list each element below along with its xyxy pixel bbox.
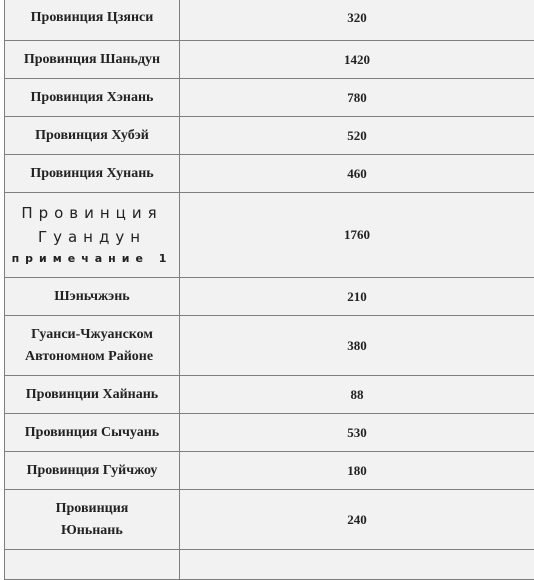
province-value: 1760 xyxy=(180,193,534,278)
province-name: Провинция Хунань xyxy=(5,155,180,193)
province-value: 530 xyxy=(180,414,534,452)
table-row xyxy=(5,0,534,41)
province-name-cell xyxy=(5,316,180,376)
table-row xyxy=(5,550,534,580)
table-row xyxy=(5,193,534,278)
province-value: 520 xyxy=(180,117,534,155)
province-name: Провинция Хэнань xyxy=(5,79,180,117)
province-value: 240 xyxy=(180,490,534,550)
province-name-line1: Провинция xyxy=(9,201,175,225)
table-row xyxy=(5,278,534,316)
table-row xyxy=(5,155,534,193)
province-name-line1: Гуанси-Чжуанском xyxy=(9,324,175,346)
province-value: 460 xyxy=(180,155,534,193)
province-value: 380 xyxy=(180,316,534,376)
table-row xyxy=(5,490,534,550)
province-value: 320 xyxy=(180,0,534,41)
province-value: 88 xyxy=(180,376,534,414)
province-value: 780 xyxy=(180,79,534,117)
table-row xyxy=(5,376,534,414)
province-name-line2: Гуандун xyxy=(9,225,175,249)
province-name: Провинция Шаньдун xyxy=(5,41,180,79)
province-name-line1: Провинция xyxy=(9,498,175,520)
province-name: Провинция Цзянси xyxy=(5,0,180,41)
province-name-cell xyxy=(5,193,180,278)
province-value: 210 xyxy=(180,278,534,316)
table-row xyxy=(5,117,534,155)
province-name-cell xyxy=(5,490,180,550)
table-row xyxy=(5,79,534,117)
empty-cell xyxy=(180,550,534,580)
table-row xyxy=(5,414,534,452)
province-name: Провинция Гуйчжоу xyxy=(5,452,180,490)
footnote-note: примечание 1 xyxy=(9,249,175,269)
table-row xyxy=(5,41,534,79)
table-row xyxy=(5,316,534,376)
province-name: Провинции Хайнань xyxy=(5,376,180,414)
province-name: Шэньчжэнь xyxy=(5,278,180,316)
province-name: Провинция Сычуань xyxy=(5,414,180,452)
province-name: Провинция Хубэй xyxy=(5,117,180,155)
table-row xyxy=(5,452,534,490)
province-value: 180 xyxy=(180,452,534,490)
province-value: 1420 xyxy=(180,41,534,79)
province-name-line2: Юньнань xyxy=(9,520,175,542)
province-name-line2: Автономном Районе xyxy=(9,346,175,368)
province-table xyxy=(4,0,534,580)
empty-cell xyxy=(5,550,180,580)
